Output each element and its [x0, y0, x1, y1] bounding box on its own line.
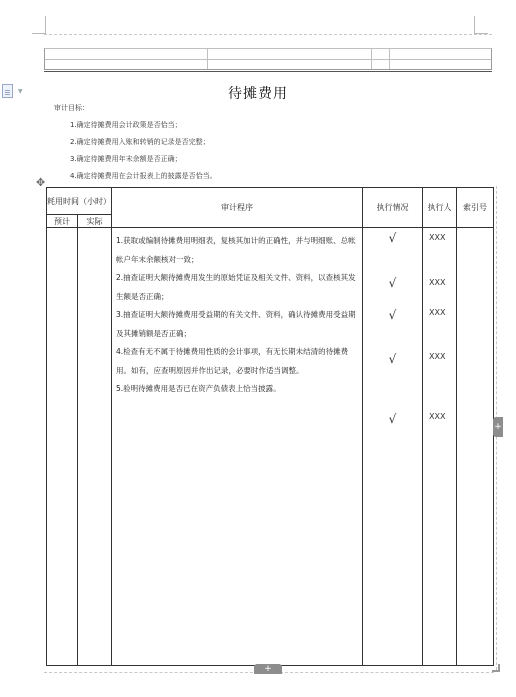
executor-value: XXX: [429, 412, 446, 421]
audit-goal-item: 3.确定待摊费用年末余额是否正确；: [70, 155, 182, 163]
checkmark-icon: √: [388, 412, 397, 426]
audit-goal-item: 1.确定待摊费用会计政策是否恰当；: [70, 121, 182, 129]
audit-goal-item: 4.确定待摊费用在会计报表上的披露是否恰当。: [70, 172, 217, 180]
dropdown-arrow-icon[interactable]: ▼: [18, 88, 23, 95]
cell-status[interactable]: [363, 228, 423, 666]
header-estimate[interactable]: 预计: [47, 215, 78, 228]
procedure-item: 1.获取或编制待摊费用明细表，复核其加计的正确性，并与明细账、总帐帐户年末余额核对一致；: [116, 236, 356, 264]
table-move-handle-icon[interactable]: ✥: [36, 176, 46, 189]
header-rule: [44, 71, 492, 72]
cell-index[interactable]: [457, 228, 494, 666]
audit-procedure-table[interactable]: [46, 187, 494, 666]
checkmark-icon: √: [388, 308, 397, 322]
header-executor[interactable]: 执行人: [423, 188, 457, 228]
executor-value: XXX: [429, 233, 446, 242]
executor-value: XXX: [429, 352, 446, 361]
header-index[interactable]: 索引号: [457, 188, 494, 228]
audit-goals-list: [70, 119, 217, 187]
procedure-item: 5.验明待摊费用是否已在资产负债表上恰当披露。: [116, 384, 281, 393]
checkmark-icon: √: [388, 231, 397, 245]
header-actual[interactable]: 实际: [78, 215, 112, 228]
procedure-item: 3.抽查证明大额待摊费用受益期的有关文件、资料，确认待摊费用受益期及其摊销额是否正确；: [116, 310, 356, 338]
header-procedure[interactable]: 审计程序: [112, 188, 363, 228]
procedure-item: 2.抽查证明大额待摊费用发生的原始凭证及相关文件、资料，以查核其发生额是否正确；: [116, 273, 356, 301]
page-title: 待摊费用: [228, 86, 288, 102]
add-row-handle-icon[interactable]: +: [254, 664, 282, 674]
cell-executor[interactable]: [423, 228, 457, 666]
header-status[interactable]: 执行情况: [363, 188, 423, 228]
executor-value: XXX: [429, 308, 446, 317]
audit-goal-item: 2.确定待摊费用入账和转销的记录是否完整；: [70, 138, 210, 146]
header-boundary: [44, 34, 492, 35]
add-column-handle-icon[interactable]: +: [493, 417, 503, 437]
crop-mark-top-left: [32, 16, 46, 34]
executor-value: XXX: [429, 278, 446, 287]
cell-estimate[interactable]: [47, 228, 78, 666]
cell-actual[interactable]: [78, 228, 112, 666]
crop-mark-top-right: [474, 16, 488, 34]
cell-procedures[interactable]: [112, 228, 363, 666]
header-time[interactable]: 耗用时间（小时）: [47, 188, 112, 215]
table-resize-handle-icon[interactable]: [492, 664, 500, 672]
header-table[interactable]: [44, 48, 492, 70]
procedure-item: 4.检查有无不属于待摊费用性质的会计事项，有无长期未结清的待摊费用。如有，应查明原因并作出记录，必要时作适当调整。: [116, 347, 349, 375]
checkmark-icon: √: [388, 352, 397, 366]
checkmark-icon: √: [388, 276, 397, 290]
audit-goal-label: 审计目标：: [54, 104, 89, 112]
